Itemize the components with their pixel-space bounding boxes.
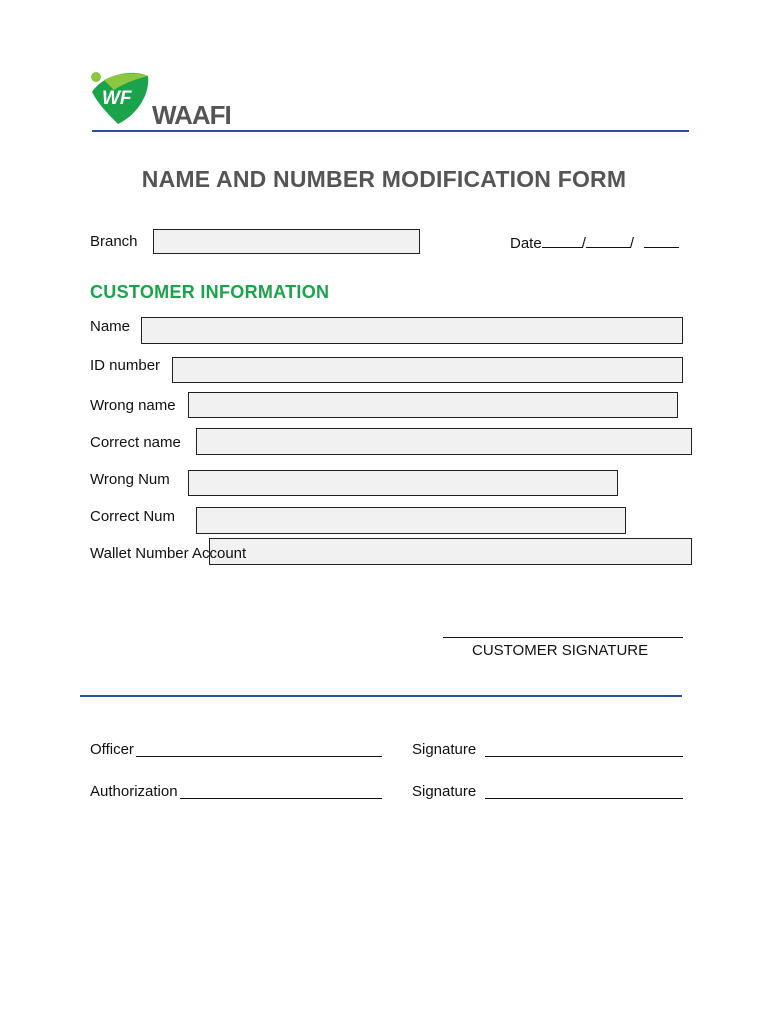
form-title: NAME AND NUMBER MODIFICATION FORM (141, 166, 627, 192)
date-field[interactable] (510, 233, 679, 252)
date-label: Date (510, 235, 542, 252)
id-number-label: ID number (90, 357, 161, 374)
wallet-account-field[interactable] (209, 538, 692, 565)
authorization-line[interactable] (180, 798, 382, 799)
branch-label: Branch (90, 233, 138, 250)
wrong-name-field[interactable] (188, 392, 678, 418)
correct-name-field[interactable] (196, 428, 692, 455)
id-number-field[interactable] (172, 357, 683, 383)
authorization-signature-label: Signature (412, 783, 477, 800)
waafi-logo (90, 70, 230, 130)
waafi-logo-mark (90, 70, 230, 130)
officer-line[interactable] (136, 756, 382, 757)
wallet-account-label: Wallet Number Account (90, 545, 247, 562)
wrong-num-field[interactable] (188, 470, 618, 496)
name-label: Name (90, 318, 131, 335)
date-separator-1: / (581, 235, 586, 252)
authorization-signature-line[interactable] (485, 798, 683, 799)
wrong-name-label: Wrong name (90, 397, 176, 414)
customer-signature-label: CUSTOMER SIGNATURE (472, 642, 649, 659)
officer-label: Officer (90, 741, 134, 758)
correct-num-label: Correct Num (90, 508, 176, 525)
correct-name-label: Correct name (90, 434, 181, 451)
logo-mark-text: WF (102, 88, 132, 109)
date-month-blank[interactable] (586, 233, 630, 248)
customer-info-heading: CUSTOMER INFORMATION (90, 282, 330, 302)
footer-divider (80, 695, 682, 697)
customer-signature-line[interactable] (443, 637, 683, 638)
name-field[interactable] (141, 317, 683, 344)
header-divider (92, 130, 689, 132)
branch-field[interactable] (153, 229, 420, 254)
date-year-blank[interactable] (644, 233, 679, 248)
date-day-blank[interactable] (542, 233, 582, 248)
date-separator-2: / (629, 235, 635, 252)
officer-signature-label: Signature (412, 741, 477, 758)
authorization-label: Authorization (90, 783, 178, 800)
wrong-num-label: Wrong Num (90, 471, 170, 488)
correct-num-field[interactable] (196, 507, 626, 534)
logo-wordmark: WAAFI (152, 100, 230, 130)
officer-signature-line[interactable] (485, 756, 683, 757)
